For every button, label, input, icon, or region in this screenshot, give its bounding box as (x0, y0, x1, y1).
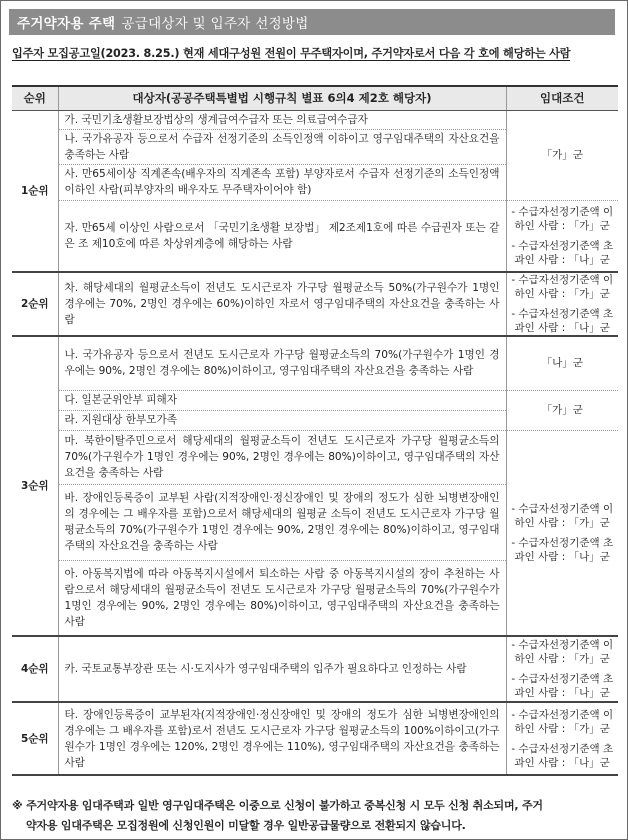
condition-cell (506, 430, 618, 636)
footer-line-1: ※ 주거약자용 임대주택과 일반 영구임대주택은 이중으로 신청이 불가하고 중복신청 시 모두 신청 취소되며, 주거 (12, 799, 543, 812)
condition-text: - 수급자선정기준액 이하인 사람 : 「가」군 (511, 639, 614, 665)
condition-cell (506, 110, 618, 200)
header-condition: 임대조건 (506, 86, 618, 110)
row-text: 다. 일본군위안부 피해자 (58, 390, 506, 410)
row-text: 마. 북한이탈주민으로서 해당세대의 월평균소득이 전년도 도시근로자 가구당 월평균소득의 70%(가구원수가 1명인 경우에는 90%, 2명인 경우에는 80%)이하이고, 영구임대주택의 자산요건을 충족하는 사람 (58, 430, 506, 484)
rank-4: 4순위 (12, 636, 58, 702)
header-target: 대상자(공공주택특별법 시행규칙 별표 6의4 제2호 해당자) (58, 86, 506, 110)
condition-text: - 수급자선정기준액 이하인 사람 : 「가」군 (511, 205, 614, 232)
table-row (12, 702, 618, 775)
row-text: 자. 만65세 이상인 사람으로서 「국민기초생활 보장법」 제2조제1호에 따른 수급권자 또는 같은 조 제10호에 따른 차상위계층에 해당하는 사람 (58, 200, 506, 272)
table-row (12, 390, 618, 410)
condition-text: - 수급자선정기준액 초과인 사람 : 「나」군 (511, 742, 614, 769)
rank-5: 5순위 (12, 702, 58, 775)
condition-cell (506, 636, 618, 702)
condition-text: - 수급자선정기준액 초과인 사람 : 「나」군 (511, 673, 614, 699)
eligibility-intro-text: 입주자 모집공고일(2023. 8.25.) 현재 세대구성원 전원이 무주택자이며, 주거약자로서 다음 각 호에 해당하는 사람 (12, 47, 571, 60)
section-title-sub: 공급대상자 및 입주자 선정방법 (121, 16, 309, 32)
rank-2: 2순위 (12, 272, 58, 336)
table-row (12, 336, 618, 390)
row-text: 나. 국가유공자 등으로서 수급자 선정기준의 소득인정액 이하이고 영구임대주택의 자산요건을 충족하는 사람 (58, 129, 506, 164)
row-text: 가. 국민기초생활보장법상의 생계급여수급자 또는 의료급여수급자 (58, 110, 506, 129)
condition-cell (506, 336, 618, 390)
row-text: 카. 국토교통부장관 또는 시·도지사가 영구임대주택의 입주가 필요하다고 인정하는 사람 (58, 636, 506, 702)
priority-table (12, 85, 618, 776)
footer-line-2: 약자용 임대주택은 모집정원에 신청인원이 미달할 경우 일반공급물량으로 전환되지 않습니다. (26, 819, 466, 832)
condition-text: - 수급자선정기준액 초과인 사람 : 「나」군 (511, 239, 614, 266)
condition-text: - 수급자선정기준액 초과인 사람 : 「나」군 (511, 536, 614, 563)
row-text: 타. 장애인등록증이 교부된자(지적장애인·정신장애인 및 장애의 정도가 심한 뇌병변장애인의 경우에는 그 배우자를 포함)로서 전년도 도시근로자 가구당 월평균소득의 100%이하이고(가구원수가 1명인 경우에는 120%, 2명인 경우에는 110%), 영구임대주택의 자산요건을 충족하는 사람 (58, 702, 506, 775)
condition-cell (506, 200, 618, 272)
section-title-bar (9, 9, 615, 35)
condition-text: - 수급자선정기준액 이하인 사람 : 「가」군 (511, 502, 614, 529)
table-header-row (12, 86, 618, 110)
condition-cell (506, 390, 618, 430)
rank-3: 3순위 (12, 336, 58, 636)
condition-text: 「나」군 (541, 357, 583, 370)
table-row (12, 636, 618, 702)
row-text: 바. 장애인등록증이 교부된 사람(지적장애인·정신장애인 및 장애의 정도가 심한 뇌병변장애인의 경우에는 그 배우자를 포함)으로서 해당세대의 월평균 소득이 전년도 도시근로자 가구당 월평균소득의 70%(가구원수가 1명인 경우에는 90%, 2명인 경우에는 80%)이하이고, 영구임대주택의 자산요건을 충족하는 사람 (58, 484, 506, 560)
header-rank: 순위 (12, 86, 58, 110)
row-text: 사. 만65세이상 직계존속(배우자의 직계존속 포함) 부양자로서 수급자 선정기준의 소득인정액 이하인 사람(피부양자의 배우자도 무주택자이어야 함) (58, 164, 506, 200)
row-text: 나. 국가유공자 등으로서 전년도 도시근로자 가구당 월평균소득의 70%(가구원수가 1명인 경우에는 90%, 2명인 경우에는 80%)이하이고, 영구임대주택의 자산요건을 충족하는 사람 (58, 336, 506, 390)
table-row (12, 200, 618, 272)
rank-1: 1순위 (12, 110, 58, 272)
row-text: 아. 아동복지법에 따라 아동복지시설에서 퇴소하는 사람 중 아동복지시설의 장이 추천하는 사람으로서 해당세대의 월평균소득이 전년도 도시근로자 가구당 월평균소득의 70%(가구원수가 1명인 경우에는 90%, 2명인 경우에는 80%)이하이고, 영구임대주택의 자산요건을 충족하는 사람 (58, 560, 506, 636)
eligibility-intro (12, 45, 618, 61)
row-text: 차. 해당세대의 월평균소득이 전년도 도시근로자 가구당 월평균소득 50%(가구원수가 1명인 경우에는 70%, 2명인 경우에는 60%)이하인 자로서 영구임대주택의 자산요건을 충족하는 사람 (58, 272, 506, 336)
row-text: 라. 지원대상 한부모가족 (58, 410, 506, 430)
condition-cell (506, 272, 618, 336)
table-row (12, 272, 618, 336)
condition-text: 「가」군 (541, 149, 583, 161)
table-row (12, 110, 618, 129)
section-title-main: 주거약자용 주택 (17, 16, 116, 32)
table-row (12, 430, 618, 484)
condition-text: 「가」군 (541, 404, 583, 416)
condition-text: - 수급자선정기준액 이하인 사람 : 「가」군 (511, 708, 614, 735)
condition-text: - 수급자선정기준액 이하인 사람 : 「가」군 (511, 274, 614, 300)
condition-text: - 수급자선정기준액 초과인 사람 : 「나」군 (511, 308, 614, 334)
condition-cell (506, 702, 618, 775)
footer-note (12, 796, 618, 836)
